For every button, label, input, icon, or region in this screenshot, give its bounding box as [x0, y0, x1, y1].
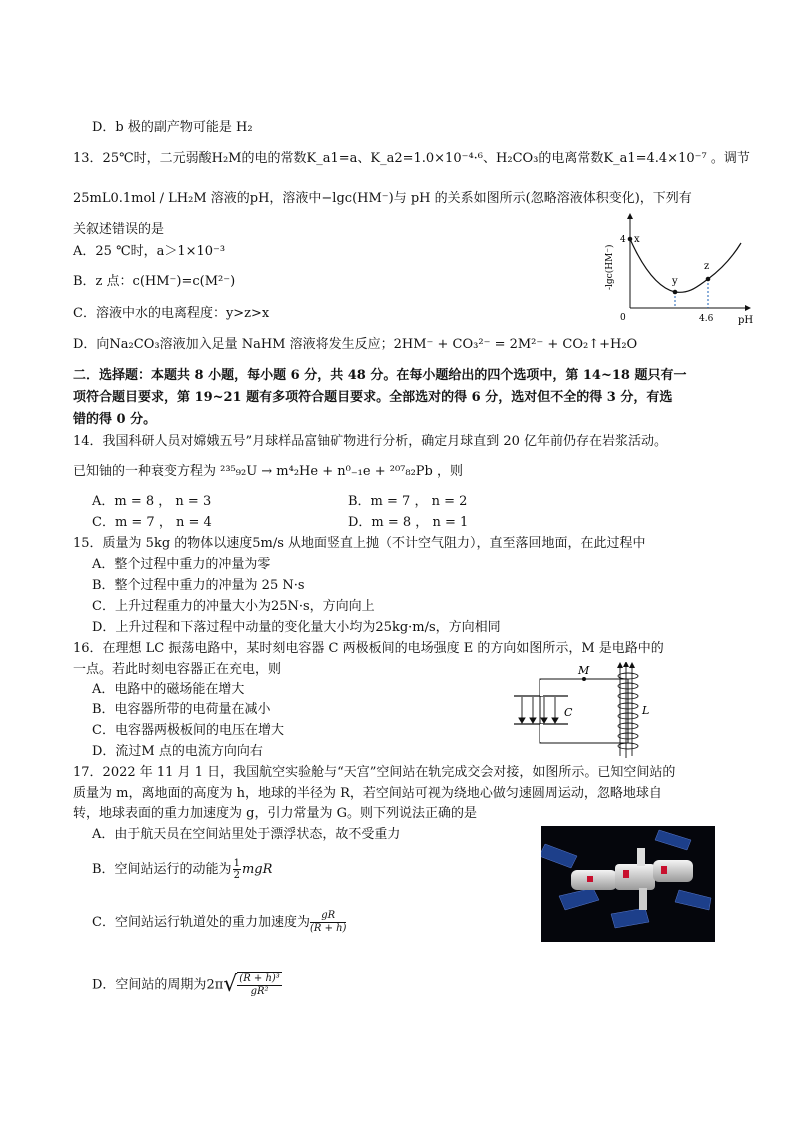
q13-stem-line3: 关叙述错误的是: [73, 222, 165, 237]
q14-option-d: D．m = 8 ， n = 1: [348, 515, 469, 530]
q17-option-a: A．由于航天员在空间站里处于漂浮状态，故不受重力: [92, 827, 401, 842]
label-l: L: [642, 704, 650, 717]
q16-option-a: A．电路中的磁场能在增大: [92, 682, 245, 697]
label-c: C: [564, 706, 573, 719]
xlabel: pH: [738, 315, 754, 326]
label-z: z: [704, 261, 710, 272]
q17-option-b: B．空间站运行的动能为 $\frac{1}{2}$ mgR: [92, 858, 273, 881]
frac-c: $\frac{gR}{(R + h)}$: [309, 910, 347, 934]
q15-stem: 15．质量为 5kg 的物体以速度5m/s 从地面竖直上抛（不计空气阻力），直至落回地面，在此过程中: [73, 536, 646, 551]
q16-stem-line2: 一点。若此时刻电容器正在充电，则: [73, 662, 282, 677]
q14-option-a: A．m = 8 ， n = 3: [92, 494, 212, 509]
space-station-photo: [541, 826, 715, 942]
point-z: [706, 277, 711, 282]
point-y: [673, 290, 678, 295]
frac-b: $\frac{1}{2}$: [233, 858, 240, 881]
q13-option-b: B．z 点：c(HM⁻)=c(M²⁻): [73, 274, 236, 289]
q15-option-d: D．上升过程和下落过程中动量的变化量大小均为25kg·m/s，方向相同: [92, 620, 501, 635]
q14-stem-line1: 14．我国科研人员对嫦娥五号”月球样品富铀矿物进行分析，确定月球直到 20 亿年前仍存在岩浆活动。: [73, 434, 667, 449]
q12-option-d: D．b 极的副产物可能是 H₂: [92, 120, 253, 135]
q13-stem-line1: 13．25℃时，二元弱酸H₂M的电的常数K_a1=a、K_a2=1.0×10⁻⁴·⁶、H₂CO₃的电离常数K_a1=4.4×10⁻⁷ 。调节: [73, 151, 750, 166]
section2-line2: 项符合题目要求，第 19~21 题有多项符合题目要求。全部选对的得 6 分，选对但不全的得 3 分，有选: [73, 390, 673, 405]
q15-option-b: B．整个过程中重力的冲量为 25 N·s: [92, 578, 305, 593]
label-y: y: [672, 276, 678, 287]
q17-option-d: D．空间站的周期为2π√ $\frac{\text{(R + h)³}}{\text{gR²}}$: [92, 972, 280, 997]
q17-stem-line1: 17．2022 年 11 月 1 日，我国航空实验舱与“天宫”空间站在轨完成交会对接，如图所示。已知空间站的: [73, 765, 676, 780]
label-m: M: [578, 664, 590, 677]
q13-stem-line2: 25mL0.1mol / LH₂M 溶液的pH，溶液中−lgc(HM⁻)与 pH 的关系如图所示(忽略溶液体积变化)，下列有: [73, 191, 692, 206]
sqrt-icon: √: [223, 972, 238, 997]
frac-d: $\frac{\text{(R + h)³}}{\text{gR²}}$: [239, 973, 280, 997]
q14-option-b: B．m = 7 ， n = 2: [348, 494, 468, 509]
q16-stem-line1: 16．在理想 LC 振荡电路中，某时刻电容器 C 两极板间的电场强度 E 的方向如图所示，M 是电路中的: [73, 641, 664, 656]
origin: 0: [620, 313, 626, 323]
space-station-illustration: [541, 826, 715, 942]
section2-line1: 二．选择题：本题共 8 小题，每小题 6 分，共 48 分。在每小题给出的四个选项中，第 14~18 题只有一: [73, 368, 687, 383]
ytick-4: 4: [620, 235, 626, 245]
curve: [630, 239, 741, 292]
q14-stem-line2: 已知铀的一种衰变方程为 ²³⁵₉₂U → m⁴₂He + n⁰₋₁e + ²⁰⁷₈₂Pb ，则: [73, 464, 464, 479]
q16-option-c: C．电容器两极板间的电压在增大: [92, 723, 284, 738]
q16-option-d: D．流过M 点的电流方向向右: [92, 744, 263, 759]
q17-option-c: C．空间站运行轨道处的重力加速度为 $\frac{gR}{(R + h)}$: [92, 910, 347, 934]
q15-option-a: A．整个过程中重力的冲量为零: [92, 557, 271, 572]
q13-option-c: C．溶液中水的电离程度：y>z>x: [73, 306, 270, 321]
q16-option-b: B．电容器所带的电荷量在减小: [92, 702, 271, 717]
lc-circuit-diagram: [512, 662, 662, 758]
q15-option-c: C．上升过程重力的冲量大小为25N·s，方向向上: [92, 599, 375, 614]
q17-stem-line3: 转，地球表面的重力加速度为 g，引力常量为 G。则下列说法正确的是: [73, 806, 477, 821]
section2-line3: 错的得 0 分。: [73, 412, 157, 427]
xtick-4.6: 4.6: [699, 314, 714, 324]
q13-option-a: A．25 ℃时，a＞1×10⁻³: [73, 244, 226, 259]
q13-option-d: D．向Na₂CO₃溶液加入足量 NaHM 溶液将发生反应；2HM⁻ + CO₃²⁻ = 2M²⁻ + CO₂↑+H₂O: [73, 337, 638, 352]
q17-stem-line2: 质量为 m，离地面的高度为 h，地球的半径为 R，若空间站可视为绕地心做匀速圆周运动，忽略地球自: [73, 786, 662, 801]
point-m: [582, 677, 586, 681]
point-x: [628, 237, 633, 242]
q13-graph: [598, 208, 758, 326]
q14-option-c: C．m = 7 ， n = 4: [92, 515, 212, 530]
circuit-wire: [540, 679, 628, 743]
label-x: x: [634, 234, 640, 245]
ylabel: -lgc(HM⁻): [605, 244, 615, 290]
